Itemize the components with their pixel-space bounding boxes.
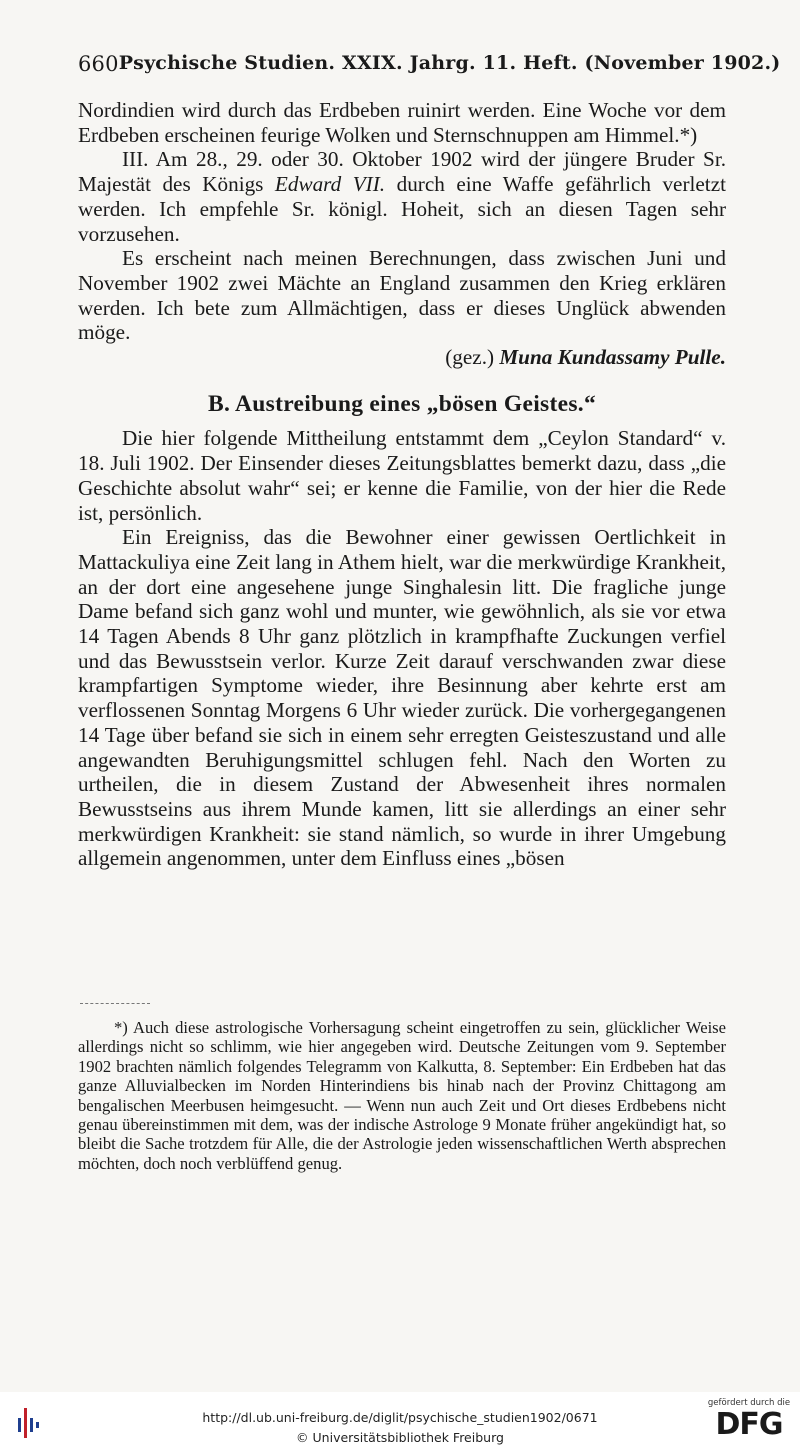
paragraph: Ein Ereigniss, das die Bewohner einer gewissen Oertlichkeit in Mattackuliya eine Zeit lang in Athem hielt, war die merkwürdige Krankheit, an der dort eine angesehene junge Singhalesin litt. Die fragliche junge Dame befand sich ganz wohl und munter, wie gewöhnlich, als sie vor etwa 14 Tagen Abends 8 Uhr ganz plötzlich in krampfhafte Zuckungen verfiel und das Bewusstsein verlor. Kurze Zeit darauf verschwanden zwar diese krampfartigen Symptome wieder, ihre Besinnung aber kehrte erst am verflossenen Sonntag Morgens 6 Uhr wieder zurück. Die vorhergegangenen 14 Tage über befand sie sich in einem sehr erregten Geisteszustand und alle angewandten Beruhigungsmittel schlugen fehl. Nach den Worten zu urtheilen, die in diesem Zustand der Abwesenheit ihres normalen Bewusstseins aus ihrem Munde kamen, litt sie allerdings an einer sehr merkwürdigen Krankheit: sie stand nämlich, so wurde in ihrer Umgebung allgemein angenommen, unter dem Einfluss eines „bösen — [78, 525, 726, 871]
section-heading: B. Austreibung eines „bösen Geistes.“ — [207, 390, 597, 417]
sponsor-text: gefördert durch die — [707, 1398, 791, 1408]
document-url[interactable]: http://dl.ub.uni-freiburg.de/diglit/psychische_studien1902/0671 — [202, 1410, 598, 1425]
paragraph: Die hier folgende Mittheilung entstammt dem „Ceylon Standard“ v. 18. Juli 1902. Der Einsender dieses Zeitungsblattes bemerkt dazu, dass „die Geschichte absolut wahr“ sei; er kenne die Familie, von der hier die Rede ist, persönlich. — [78, 426, 726, 525]
dfg-logo: DFG — [715, 1407, 783, 1442]
royal-name: Edward VII. — [274, 172, 386, 197]
footnote-rule — [80, 1003, 150, 1004]
paragraph: Es erscheint nach meinen Berechnungen, dass zwischen Juni und November 1902 zwei Mächte an England zusammen den Krieg erklären werden. Ich bete zum Allmächtigen, dass er dieses Unglück abwenden möge. — [78, 246, 726, 345]
paragraph: Nordindien wird durch das Erdbeben ruinirt werden. Eine Woche vor dem Erdbeben erscheinen feurige Wolken und Sternschnuppen am Himmel.*) — [78, 98, 726, 147]
copyright-notice: © Universitätsbibliothek Freiburg — [296, 1430, 504, 1445]
footnote-text: *) Auch diese astrologische Vorhersagung scheint eingetroffen zu sein, glücklicher Weise allerdings nicht so schlimm, wie hier angegeben wird. Deutsche Zeitungen vom 9. September 1902 brachten nämlich folgendes Telegramm von Kalkutta, 8. September: Ein Erdbeben hat das ganze Alluvialbecken im Norden Hinterindiens bis hinab nach der Provinz Chittagong am bengalischen Meerbusen heimgesucht. — Wenn nun auch Zeit und Ort dieses Erdbebens nicht genau übereinstimmen mit dem, was der indische Astrologe 9 Monate früher angekündigt hat, so bleibt die Sache trotzdem für Alle, die der Astrologie jeden wissenschaftlichen Werth absprechen möchten, doch noch verblüffend genug. — [78, 1018, 726, 1173]
page-number: 660 — [78, 52, 119, 76]
running-title: Psychische Studien. XXIX. Jahrg. 11. Heft. (November 1902.) — [118, 52, 781, 74]
running-header — [78, 52, 781, 76]
signature: (gez.) Muna Kundassamy Pulle. — [445, 345, 726, 370]
signature-name: Muna Kundassamy Pulle. — [499, 345, 726, 370]
main-text — [78, 98, 726, 871]
dfg-sponsor — [702, 1398, 796, 1446]
paragraph: III. Am 28., 29. oder 30. Oktober 1902 wird der jüngere Bruder Sr. Majestät des Königs Edward VII. durch eine Waffe gefährlich verletzt werden. Ich empfehle Sr. königl. Hoheit, sich an diesen Tagen sehr vorzusehen. — [78, 147, 726, 246]
footnote — [78, 1018, 726, 1173]
